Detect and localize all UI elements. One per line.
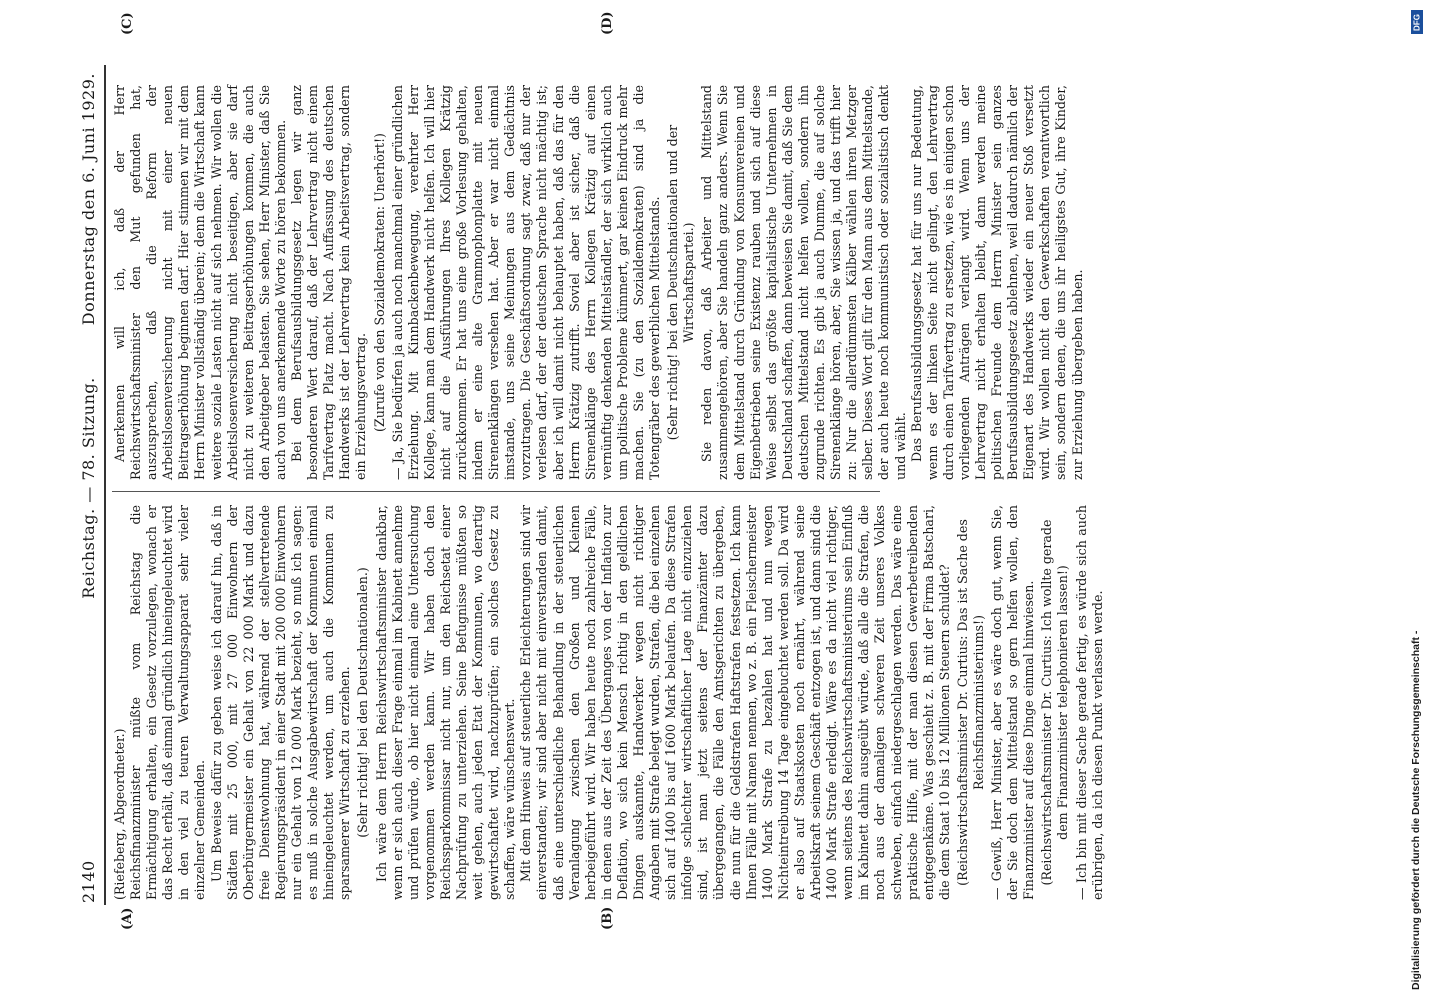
digitization-credit-text: Digitalisierung gefördert durch die Deutsche Forschungsgemeinschaft - <box>1410 630 1422 990</box>
speaker-line: (Riefeberg, Abgeordneter.) <box>112 728 127 900</box>
right-column <box>112 85 1085 480</box>
margin-marker-a: (A) <box>120 907 135 930</box>
page-header <box>75 73 105 903</box>
margin-marker-b: (B) <box>600 906 615 930</box>
paragraph: — Gewiß, Herr Minister, aber es wäre doch gut, wenn Sie, der Sie doch dem Mittelstand so gern helfen wollen, den Finanzminister auf diese Dinge einmal hinwiesen. <box>989 505 1037 900</box>
interjection: (Zurufe von den Sozialdemokraten: Unerhört!) <box>371 133 387 432</box>
digitization-credit <box>1405 10 1427 990</box>
interjection: (Sehr richtig! bei den Deutschnationalen.) <box>355 567 371 838</box>
paragraph: Bei dem Berufsausbildungsgesetz legen wir ganz besonderen Wert darauf, daß der Lehrvertrag nicht einem Tarifvertrag Platz macht. Nach Auffassung des deutschen Handwerks ist der Lehrvertrag kein Arbeitsvertrag, sondern ein Erziehungsvertrag. <box>289 85 369 480</box>
paragraph: Ich wäre dem Herrn Reichswirtschaftsminister dankbar, wenn er sich auch dieser Frage einmal im Kabinett annehme und prüfen würde, ob hier nicht einmal eine Untersuchung vorgenommen werden kann. Wir haben doch den Reichssparkommissar nicht nur, um den Reichsetat einer Nachprüfung zu unterziehen. Seine Befugnisse müßten so weit gehen, auch jeden Etat der Kommunen, wo derartig gewirtschaftet wird, nachzuprüfen; ein solches Gesetz zu schaffen, wäre wünschenswert. <box>373 505 518 900</box>
paragraph: Das Berufsausbildungsgesetz hat für uns nur Bedeutung, wenn es der linken Seite nicht gelingt, den Lehrvertrag durch einen Tarifvertrag zu ersetzen, wie es in einigen schon vorliegenden Anträgen verlangt wird. Wenn uns der Lehrvertrag nicht erhalten bleibt, dann werden meine politischen Freunde dem Herrn Minister sein ganzes Berufsausbildungsgesetz ablehnen, weil dadurch nämlich der Eigenart des Handwerks wieder ein neuer Stoß versetzt wird. Wir wollen nicht den Gewerkschaften verantwortlich sein, sondern denen, die uns ihr heiligstes Gut, ihre Kinder, zur Erziehung übergeben haben. <box>908 85 1085 480</box>
left-column <box>112 505 1105 900</box>
paragraph: — Ich bin mit dieser Sache gerade fertig, es würde sich auch erübrigen, da ich diesen Punkt verlassen werde. <box>1073 505 1105 900</box>
session-date: Donnerstag den 6. Juni 1929. <box>79 73 98 326</box>
paragraph: Anerkennen will ich, daß der Herr Reichswirtschaftsminister den Mut gefunden hat, auszusprechen, daß die Reform der Arbeitslosenversicherung nicht mit einer neuen Beitragserhöhung beginnen darf. Hier stimmen wir mit dem Herrn Minister vollständig überein; denn die Wirtschaft kann weitere soziale Lasten nicht auf sich nehmen. Wir wollen die Arbeitslosenversicherung nicht beseitigen, aber sie darf nicht zu weiteren Beitragserhöhungen kommen, die auch den Arbeitgeber belasten. Sie sehen, Herr Minister, daß Sie auch von uns anerkennende Worte zu hören bekommen. <box>112 85 288 480</box>
margin-marker-c: (C) <box>120 12 135 35</box>
dfg-logo-text: DFG <box>1412 14 1422 31</box>
paragraph: Sie reden davon, daß Arbeiter und Mittelstand zusammengehören, aber Sie handeln ganz anders. Wenn Sie dem Mittelstand durch Gründung von Konsumvereinen und Eigenbetrieben seine Existenz rauben und sich auf diese Weise selbst das größte kapitalistische Unternehmen in Deutschland schaffen, dann beweisen Sie damit, daß Sie dem deutschen Mittelstand nicht helfen wollen, sondern ihn zugrunde richten. Es gibt ja auch Dumme, die auf solche Sirenenklänge hören, aber, Sie wissen ja, und das trifft hier zu: Nur die allerdümmsten Kälber wählen ihren Metzger selber. Dieses Wort gilt für den Mann aus dem Mittelstande, der auch heute noch kommunistisch oder sozialistisch denkt und wählt. <box>699 85 908 480</box>
paragraph: Reichsfinanzminister müßte vom Reichstag die Ermächtigung erhalten, ein Gesetz vorzulegen, wonach er das Recht erhält, daß einmal gründlich hineingeleuchtet wird in den viel zu teuren Verwaltungsapparat sehr vieler einzelner Gemeinden. <box>128 505 208 900</box>
interjection: (Reichswirtschaftsminister Dr. Curtius: Ich wollte gerade dem Finanzminister telephonieren lassen!) <box>1039 519 1071 886</box>
header-rule <box>104 65 106 905</box>
paragraph: — Ja, Sie bedürfen ja auch noch manchmal einer gründlichen Erziehung. Mit Kinnbackenbewegung, verehrter Herr Kollege, kann man dem Handwerk nicht helfen. Ich will hier nicht auf die Ausführungen Ihres Kollegen Krätzig zurückkommen. Er hat uns eine große Vorlesung gehalten, indem er eine alte Grammophonplatte mit neuen Sirenenklängen versehen hat. Aber er war nicht einmal imstande, uns seine Meinungen aus dem Gedächtnis vorzutragen. Die Geschäftsordnung sagt zwar, daß nur der verlesen darf, der der deutschen Sprache nicht mächtig ist; aber ich will damit nicht behauptet haben, daß das für den Herrn Krätzig zutrifft. Soviel aber ist sicher, daß die Sirenenklänge des Herrn Kollegen Krätzig auf einen vernünftig denkenden Mittelständler, der sich wirklich auch um politische Probleme kümmert, gar keinen Eindruck mehr machen. Sie (zu den Sozialdemokraten) sind ja die Totengräber des gewerblichen Mittelstands. <box>389 85 663 480</box>
paragraph: Um Beweise dafür zu geben weise ich darauf hin, daß in Städten mit 25 000, mit 27 000 Einwohnern der Oberbürgermeister ein Gehalt von 22 000 Mark und dazu freie Dienstwohnung hat, während der stellvertretende Regierungspräsident in einer Stadt mit 200 000 Einwohnern nur ein Gehalt von 12 000 Mark bezieht, so muß ich sagen: es muß in solche Ausgabewirtschaft der Kommunen einmal hineingeleuchtet werden, um auch die Kommunen zu sparsamerer Wirtschaft zu erziehen. <box>208 505 353 900</box>
paragraph: Mit dem Hinweis auf steuerliche Erleichterungen sind wir einverstanden; wir sind aber nicht mit einverstanden damit, daß eine unterschiedliche Behandlung in der steuerlichen Veranlagung zwischen den Großen und Kleinen herbeigeführt wird. Wir haben heute noch zahlreiche Fälle, in denen aus der Zeit des Überganges von der Inflation zur Deflation, wo sich kein Mensch richtig in den geldlichen Dingen auskannte, Handwerker wegen nicht richtiger Angaben mit Strafe belegt wurden, Strafen, die bei einzelnen sich auf 1400 bis auf 1600 Mark belaufen. Da diese Strafen infolge schlechter wirtschaftlicher Lage nicht einzuziehen sind, ist man jetzt seitens der Finanzämter dazu übergegangen, die Fälle den Amtsgerichten zu übergeben, die nun für die Geldstrafen Haftstrafen festsetzen. Ich kann Ihnen Fälle mit Namen nennen, wo z. B. ein Fleischermeister 1400 Mark Strafe zu bezahlen hat und nun wegen Nichteintreibung 14 Tage eingebuchtet werden soll. Da wird er also auf Staatskosten noch ernährt, während seine Arbeitskraft seinem Geschäft entzogen ist, und dann sind die 1400 Mark Strafe erledigt. Wäre es da nicht viel richtiger, wenn seitens des Reichswirtschaftsministeriums sein Einfluß im Kabinett dahin ausgeübt würde, daß alle die Strafen, die noch aus der damaligen schweren Zeit unseres Volkes schweben, einfach niedergeschlagen werden. Das wäre eine praktische Hilfe, mit der man diesen Gewerbetreibenden entgegenkäme. Was geschieht z. B. mit der Firma Batschari, die dem Staat 10 bis 12 Millionen Steuern schuldet? <box>518 505 952 900</box>
interjection: (Reichswirtschaftsminister Dr. Curtius: Das ist Sache des Reichsfinanzministeriums!) <box>954 519 986 886</box>
page-number: 2140 <box>79 860 98 903</box>
margin-marker-d: (D) <box>600 11 615 35</box>
session-title: Reichstag. — 78. Sitzung. <box>79 377 98 599</box>
interjection: (Sehr richtig! bei den Deutschnationalen und der Wirtschaftspartei.) <box>665 124 697 441</box>
dfg-logo <box>1411 10 1423 34</box>
column-divider <box>112 491 880 492</box>
